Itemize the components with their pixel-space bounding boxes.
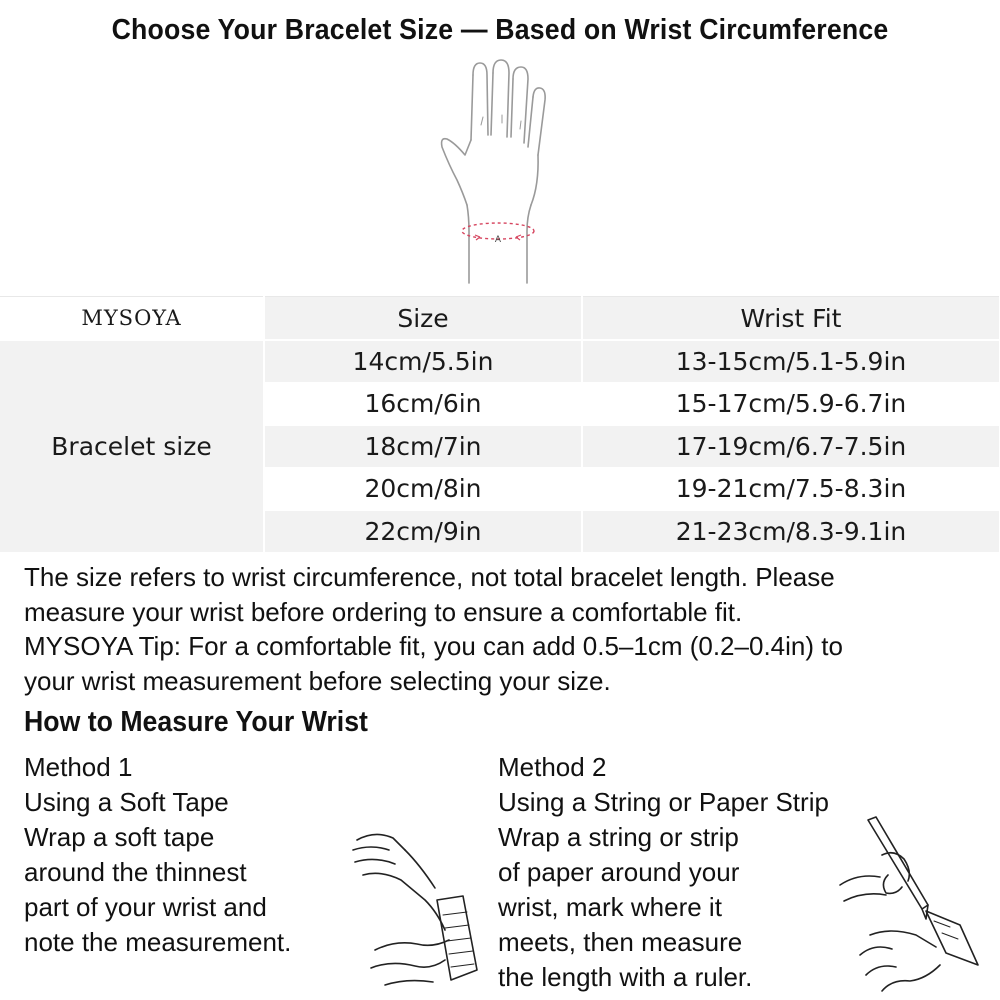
method-2-line: of paper around your xyxy=(498,857,740,887)
fit-cell: 17-19cm/6.7-7.5in xyxy=(582,425,1000,468)
method-2-line: Wrap a string or strip xyxy=(498,822,739,852)
hand-diagram xyxy=(425,55,575,285)
method-1-line: note the measurement. xyxy=(24,927,292,957)
how-to-title: How to Measure Your Wrist xyxy=(24,706,368,738)
fit-cell: 15-17cm/5.9-6.7in xyxy=(582,383,1000,426)
soft-tape-illustration xyxy=(345,820,485,995)
note-line: The size refers to wrist circumference, not total bracelet length. Please xyxy=(24,562,835,592)
header-size: Size xyxy=(264,297,582,341)
brand-name: MYSOYA xyxy=(0,297,264,341)
method-2-name: Method 2 xyxy=(498,752,607,782)
method-2-line: the length with a ruler. xyxy=(498,962,753,992)
size-cell: 16cm/6in xyxy=(264,383,582,426)
wrist-marker-label: A xyxy=(494,235,502,245)
method-1-line: part of your wrist and xyxy=(24,892,267,922)
method-1 xyxy=(24,750,291,960)
fit-cell: 21-23cm/8.3-9.1in xyxy=(582,510,1000,553)
table-header-row xyxy=(0,297,1000,341)
method-1-description xyxy=(24,820,291,960)
header-wrist-fit: Wrist Fit xyxy=(582,297,1000,341)
note-line: measure your wrist before ordering to ensure a comfortable fit. xyxy=(24,596,743,627)
note-line: your wrist measurement before selecting your size. xyxy=(24,665,611,696)
fit-cell: 19-21cm/7.5-8.3in xyxy=(582,468,1000,511)
size-notes xyxy=(24,560,994,698)
method-1-name: Method 1 xyxy=(24,752,133,782)
row-label: Bracelet size xyxy=(0,340,264,553)
note-line: MYSOYA Tip: For a comfortable fit, you can add 0.5–1cm (0.2–0.4in) to xyxy=(24,631,843,661)
method-2-description xyxy=(498,820,829,995)
page-title: Choose Your Bracelet Size — Based on Wrist Circumference xyxy=(111,14,889,46)
size-cell: 22cm/9in xyxy=(264,510,582,553)
method-2-line: wrist, mark where it xyxy=(498,892,722,922)
size-table xyxy=(0,296,1000,554)
table-row xyxy=(0,340,1000,383)
method-1-subtitle: Using a Soft Tape xyxy=(24,787,229,817)
size-cell: 20cm/8in xyxy=(264,468,582,511)
method-1-line: Wrap a soft tape xyxy=(24,822,215,852)
size-cell: 14cm/5.5in xyxy=(264,340,582,383)
string-strip-illustration xyxy=(830,815,990,995)
method-2-subtitle: Using a String or Paper Strip xyxy=(498,787,829,817)
fit-cell: 13-15cm/5.1-5.9in xyxy=(582,340,1000,383)
method-2-line: meets, then measure xyxy=(498,927,743,957)
size-cell: 18cm/7in xyxy=(264,425,582,468)
method-1-line: around the thinnest xyxy=(24,857,247,887)
method-2 xyxy=(498,750,829,995)
